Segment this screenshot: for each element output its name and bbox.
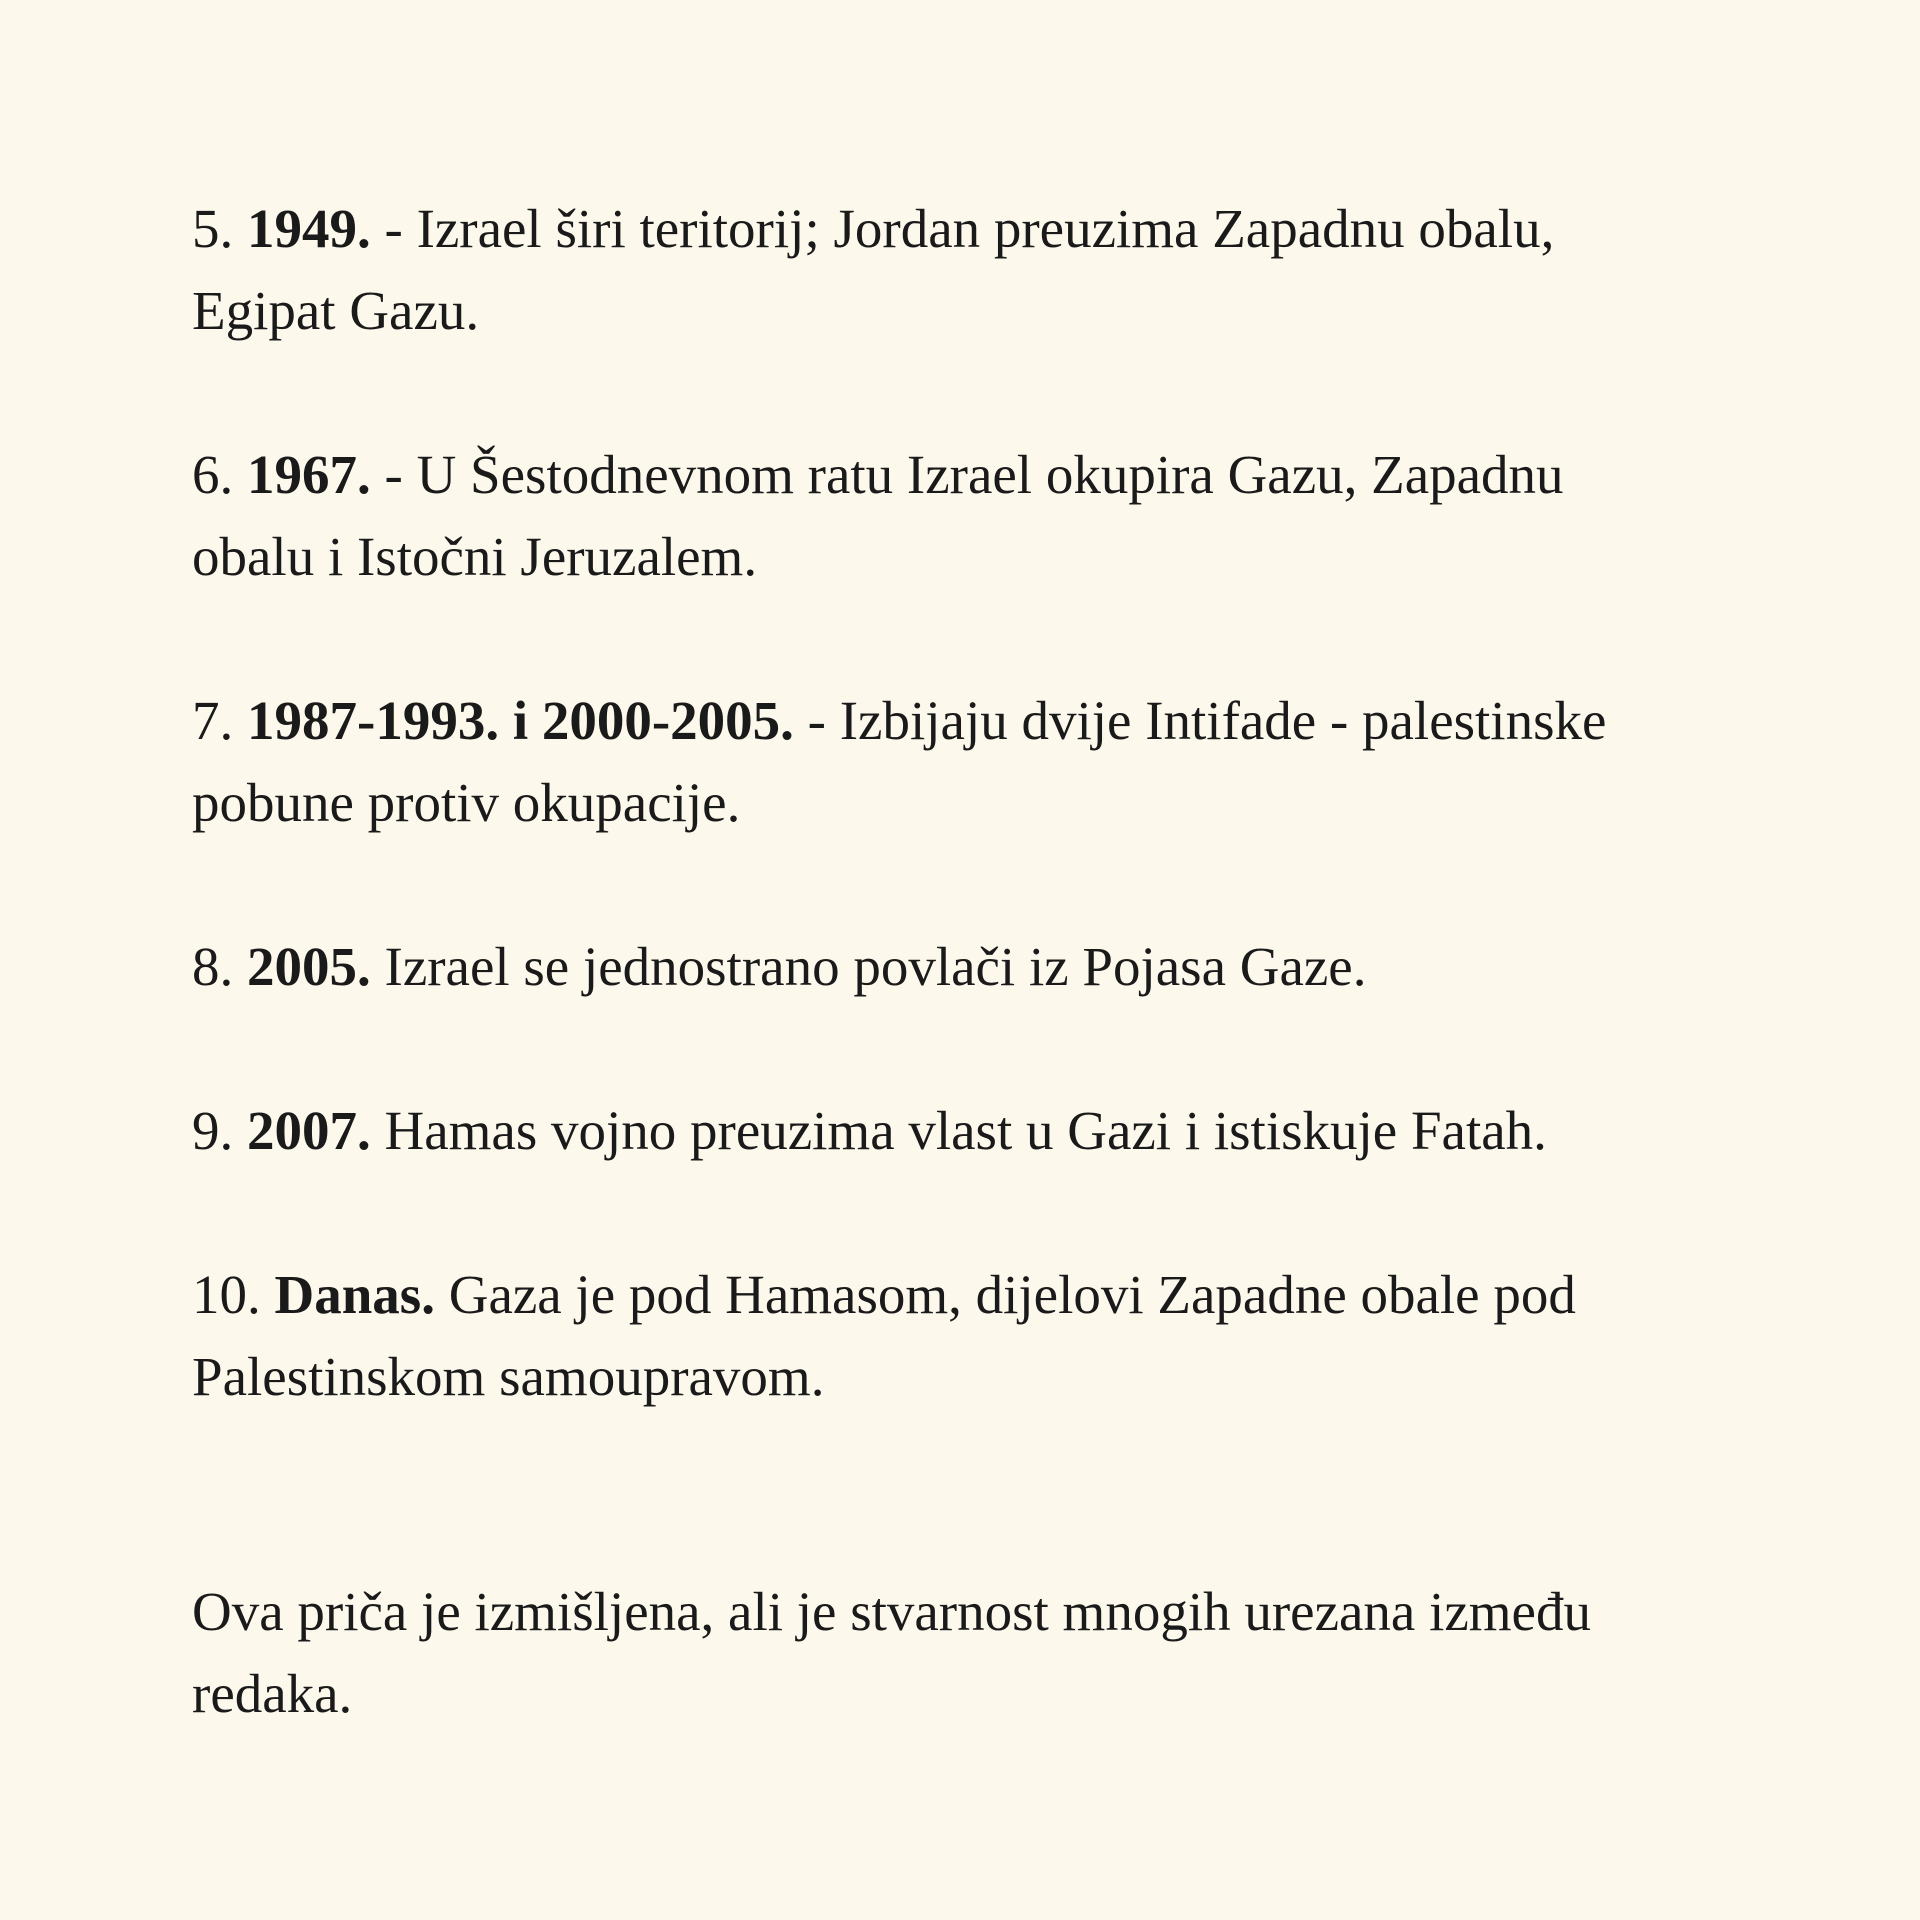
entry-text: - Izrael širi teritorij; Jordan preuzima Zapadnu obalu, Egipat Gazu. [192, 198, 1555, 341]
entry-number: 8. [192, 936, 234, 997]
entry-year: 1987-1993. i 2000-2005. [247, 690, 794, 751]
timeline-entry-10 [192, 1254, 1680, 1418]
entry-number: 5. [192, 198, 234, 259]
entry-year: 2007. [247, 1100, 371, 1161]
entry-number: 7. [192, 690, 234, 751]
timeline-list [192, 188, 1680, 1418]
entry-text: Hamas vojno preuzima vlast u Gazi i istiskuje Fatah. [384, 1100, 1547, 1161]
timeline-entry-8 [192, 926, 1680, 1008]
entry-text: Izrael se jednostrano povlači iz Pojasa Gaze. [384, 936, 1367, 997]
entry-number: 6. [192, 444, 234, 505]
entry-year: 1967. [247, 444, 371, 505]
closing-note: Ova priča je izmišljena, ali je stvarnost mnogih urezana između redaka. [192, 1581, 1591, 1724]
entry-year: 1949. [247, 198, 371, 259]
entry-number: 9. [192, 1100, 234, 1161]
entry-year: 2005. [247, 936, 371, 997]
entry-text: Gaza je pod Hamasom, dijelovi Zapadne obale pod Palestinskom samoupravom. [192, 1264, 1576, 1407]
entry-number: 10. [192, 1264, 261, 1325]
timeline-entry-6 [192, 434, 1680, 598]
timeline-entry-7 [192, 680, 1680, 844]
entry-year: Danas. [274, 1264, 435, 1325]
timeline-entry-9 [192, 1090, 1680, 1172]
entry-text: - U Šestodnevnom ratu Izrael okupira Gazu, Zapadnu obalu i Istočni Jeruzalem. [192, 444, 1564, 587]
timeline-entry-5 [192, 188, 1680, 352]
entry-text: - Izbijaju dvije Intifade - palestinske pobune protiv okupacije. [192, 690, 1607, 833]
